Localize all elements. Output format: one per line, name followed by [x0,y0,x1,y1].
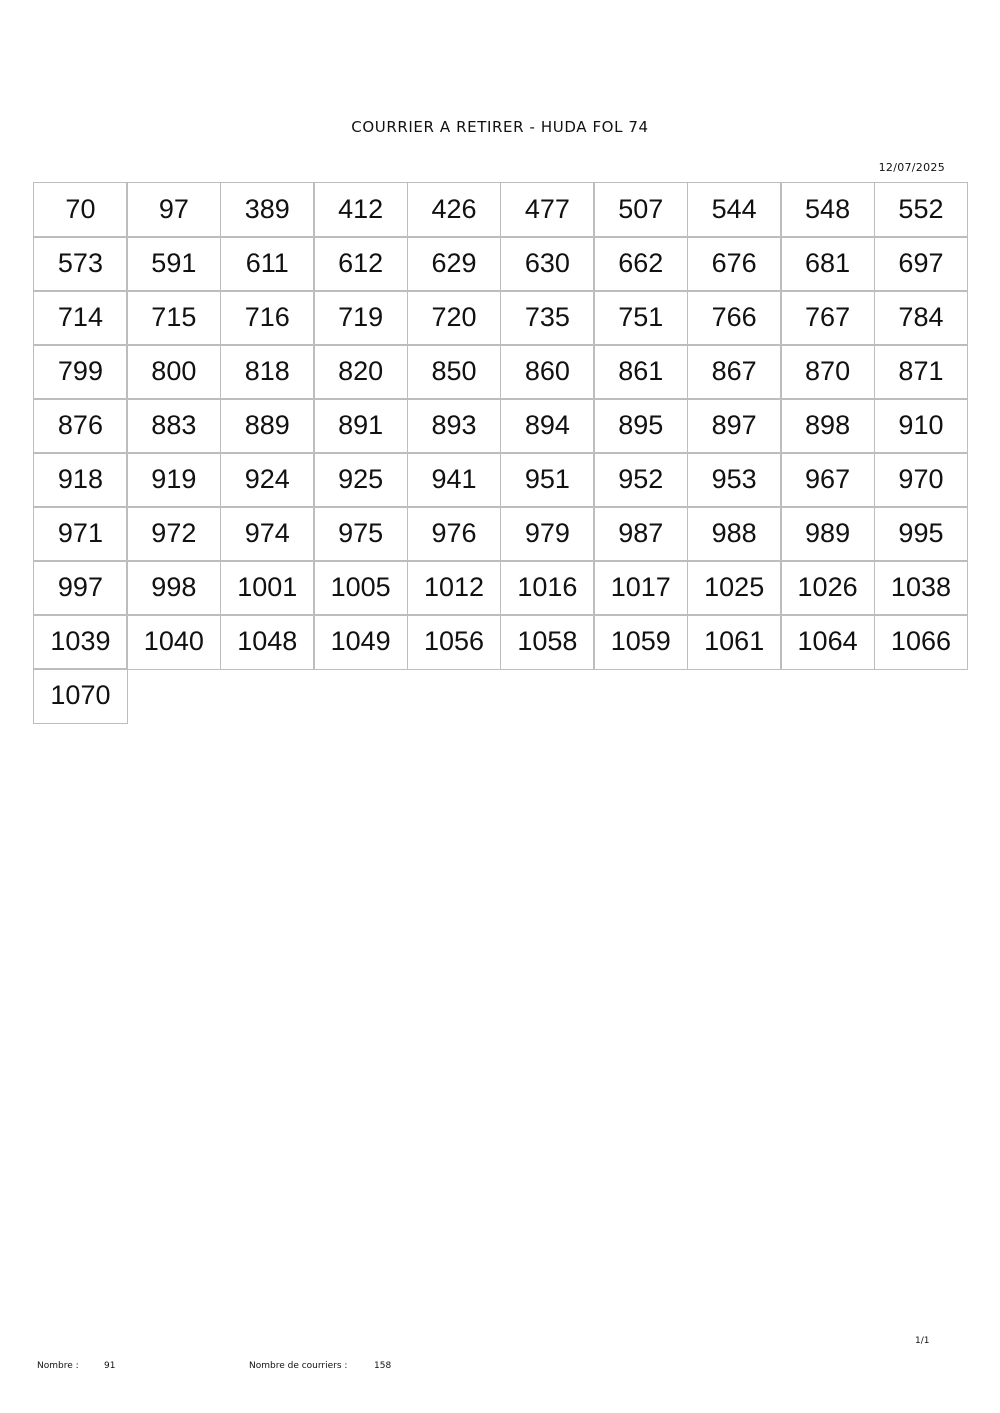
mail-number-cell: 767 [780,290,875,346]
mail-number-cell: 952 [593,452,688,508]
mail-number-cell: 1064 [780,614,875,670]
mail-number-cell: 998 [126,560,221,616]
mail-number-cell: 681 [780,236,875,292]
mail-number-cell: 818 [220,344,315,400]
mail-number-cell: 910 [874,398,969,454]
mail-number-cell: 1048 [220,614,315,670]
mail-number-cell: 1049 [313,614,408,670]
mail-number-cell: 629 [407,236,502,292]
mail-number-cell: 941 [407,452,502,508]
mail-number-cell: 893 [407,398,502,454]
mail-number-cell: 548 [780,182,875,238]
mail-number-cell: 784 [874,290,969,346]
count-value: 91 [104,1361,116,1371]
mail-number-cell: 967 [780,452,875,508]
mail-count-value: 158 [374,1361,392,1371]
mail-number-cell: 1017 [593,560,688,616]
mail-number-cell: 975 [313,506,408,562]
mail-number-cell: 894 [500,398,595,454]
mail-number-cell: 719 [313,290,408,346]
mail-number-cell: 820 [313,344,408,400]
mail-number-cell: 766 [687,290,782,346]
mail-number-cell: 715 [126,290,221,346]
mail-number-cell: 979 [500,506,595,562]
mail-number-cell: 676 [687,236,782,292]
mail-number-cell: 544 [687,182,782,238]
mail-number-cell: 1059 [593,614,688,670]
mail-number-cell: 1039 [33,614,128,670]
page-title: COURRIER A RETIRER - HUDA FOL 74 [351,118,649,136]
mail-number-cell: 970 [874,452,969,508]
mail-number-cell: 995 [874,506,969,562]
mail-number-cell: 714 [33,290,128,346]
mail-number-cell: 987 [593,506,688,562]
mail-number-cell: 507 [593,182,688,238]
mail-number-cell: 870 [780,344,875,400]
mail-number-cell: 630 [500,236,595,292]
mail-count-label: Nombre de courriers : [249,1361,348,1371]
mail-number-cell: 972 [126,506,221,562]
mail-number-cell: 426 [407,182,502,238]
mail-number-cell: 735 [500,290,595,346]
mail-number-cell: 662 [593,236,688,292]
mail-number-cell: 412 [313,182,408,238]
mail-number-grid [33,182,967,722]
mail-number-cell: 898 [780,398,875,454]
mail-number-cell: 1038 [874,560,969,616]
mail-number-cell: 891 [313,398,408,454]
mail-number-cell: 611 [220,236,315,292]
mail-number-cell: 976 [407,506,502,562]
mail-number-cell: 925 [313,452,408,508]
mail-number-cell: 389 [220,182,315,238]
mail-number-cell: 612 [313,236,408,292]
mail-number-cell: 876 [33,398,128,454]
mail-number-cell: 1005 [313,560,408,616]
mail-number-cell: 883 [126,398,221,454]
mail-number-cell: 1040 [126,614,221,670]
mail-number-cell: 799 [33,344,128,400]
mail-number-cell: 751 [593,290,688,346]
mail-number-cell: 951 [500,452,595,508]
mail-number-cell: 997 [33,560,128,616]
mail-number-cell: 871 [874,344,969,400]
mail-number-cell: 974 [220,506,315,562]
mail-number-cell: 919 [126,452,221,508]
mail-number-cell: 97 [126,182,221,238]
mail-number-cell: 867 [687,344,782,400]
mail-number-cell: 850 [407,344,502,400]
mail-number-cell: 1061 [687,614,782,670]
mail-number-cell: 989 [780,506,875,562]
mail-number-cell: 897 [687,398,782,454]
mail-number-cell: 1026 [780,560,875,616]
mail-number-cell: 1025 [687,560,782,616]
mail-number-cell: 477 [500,182,595,238]
mail-number-cell: 720 [407,290,502,346]
mail-number-cell: 1012 [407,560,502,616]
mail-number-cell: 70 [33,182,128,238]
document-date: 12/07/2025 [878,161,945,174]
mail-number-cell: 918 [33,452,128,508]
mail-number-cell: 895 [593,398,688,454]
mail-number-cell: 953 [687,452,782,508]
mail-number-cell: 861 [593,344,688,400]
mail-number-cell: 1001 [220,560,315,616]
mail-number-cell: 1070 [33,668,128,724]
count-label: Nombre : [37,1361,79,1371]
mail-number-cell: 573 [33,236,128,292]
mail-number-cell: 889 [220,398,315,454]
mail-number-cell: 924 [220,452,315,508]
mail-number-cell: 697 [874,236,969,292]
mail-number-cell: 1058 [500,614,595,670]
mail-number-cell: 1016 [500,560,595,616]
mail-number-cell: 591 [126,236,221,292]
mail-number-cell: 860 [500,344,595,400]
mail-number-cell: 552 [874,182,969,238]
mail-number-cell: 1066 [874,614,969,670]
mail-number-cell: 971 [33,506,128,562]
mail-number-cell: 800 [126,344,221,400]
mail-number-cell: 988 [687,506,782,562]
mail-number-cell: 716 [220,290,315,346]
page-number: 1/1 [915,1336,930,1346]
mail-number-cell: 1056 [407,614,502,670]
